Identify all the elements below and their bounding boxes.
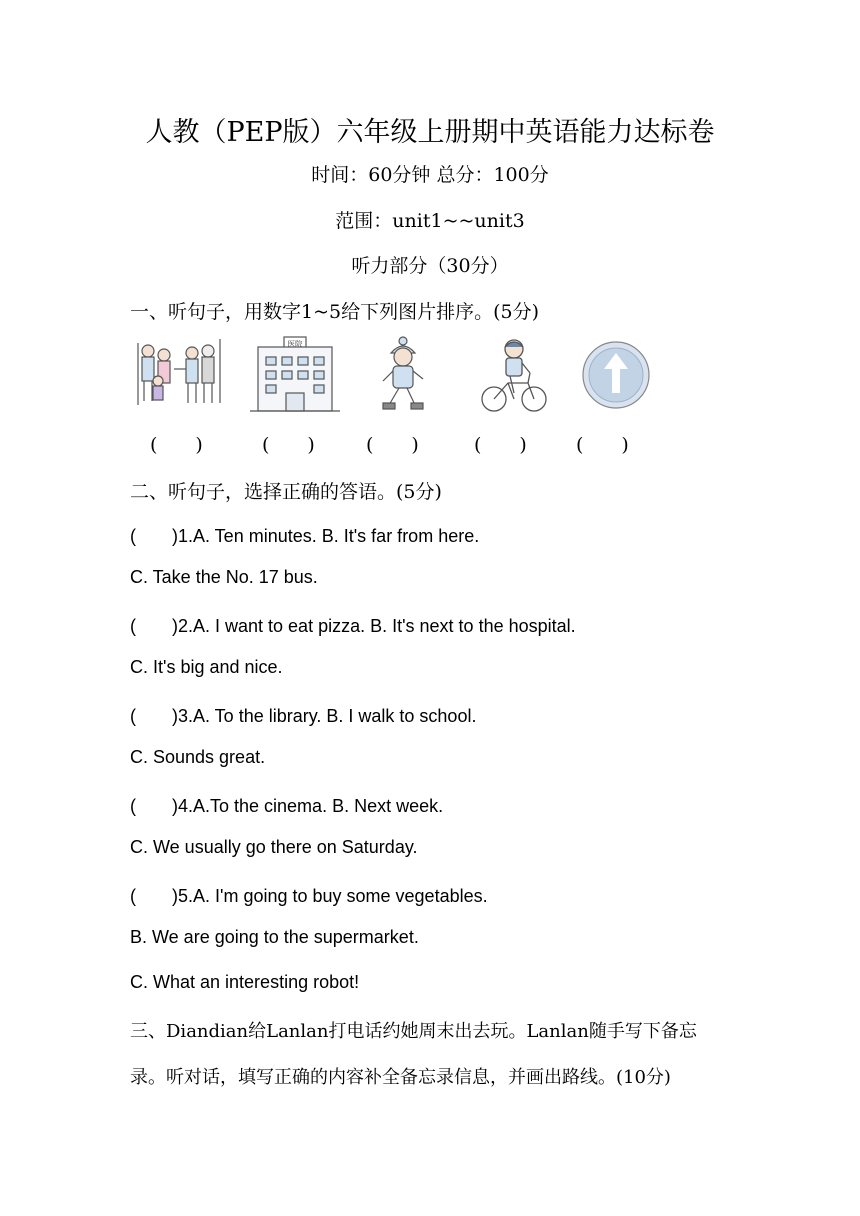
- family-group-icon: [134, 335, 226, 417]
- section2-heading: 二、听句子，选择正确的答语。(5分): [130, 481, 442, 503]
- scope-info: 范围：unit1~~unit3: [335, 210, 525, 232]
- hospital-building-icon: [250, 335, 340, 417]
- question-3-option-c: C. Sounds great.: [130, 747, 266, 767]
- question-5-option-b: B. We are going to the supermarket.: [130, 927, 419, 947]
- question-5-option-c: C. What an interesting robot!: [130, 972, 360, 992]
- go-straight-sign-icon: [580, 335, 652, 417]
- boy-on-bicycle-icon: [478, 335, 550, 417]
- picture-1-answer-blank[interactable]: ( ): [150, 434, 203, 456]
- listening-header: 听力部分（30分）: [351, 255, 509, 277]
- time-info: 时间：60分钟 总分：100分: [311, 164, 549, 186]
- question-1-line: ( )1.A. Ten minutes. B. It's far from here.: [130, 526, 480, 546]
- picture-3-answer-blank[interactable]: ( ): [366, 434, 419, 456]
- section3-heading-line1: 三、Diandian给Lanlan打电话约她周末出去玩。Lanlan随手写下备忘: [130, 1021, 697, 1042]
- walking-child-icon: [375, 335, 435, 417]
- question-2-line: ( )2.A. I want to eat pizza. B. It's next to the hospital.: [130, 616, 576, 636]
- question-2-option-c: C. It's big and nice.: [130, 657, 283, 677]
- question-4-option-c: C. We usually go there on Saturday.: [130, 837, 418, 857]
- hospital-sign-text: 医院: [287, 339, 303, 349]
- question-1-option-c: C. Take the No. 17 bus.: [130, 567, 318, 587]
- picture-4-answer-blank[interactable]: ( ): [474, 434, 527, 456]
- picture-5-answer-blank[interactable]: ( ): [576, 434, 629, 456]
- picture-2-answer-blank[interactable]: ( ): [262, 434, 315, 456]
- question-3-line: ( )3.A. To the library. B. I walk to school.: [130, 706, 477, 726]
- page-title: 人教（PEP版）六年级上册期中英语能力达标卷: [145, 117, 715, 148]
- question-5-line: ( )5.A. I'm going to buy some vegetables.: [130, 886, 488, 906]
- question-4-line: ( )4.A.To the cinema. B. Next week.: [130, 796, 444, 816]
- section3-heading-line2: 录。听对话，填写正确的内容补全备忘录信息，并画出路线。(10分): [130, 1067, 671, 1088]
- section1-heading: 一、听句子，用数字1~5给下列图片排序。(5分): [130, 301, 540, 323]
